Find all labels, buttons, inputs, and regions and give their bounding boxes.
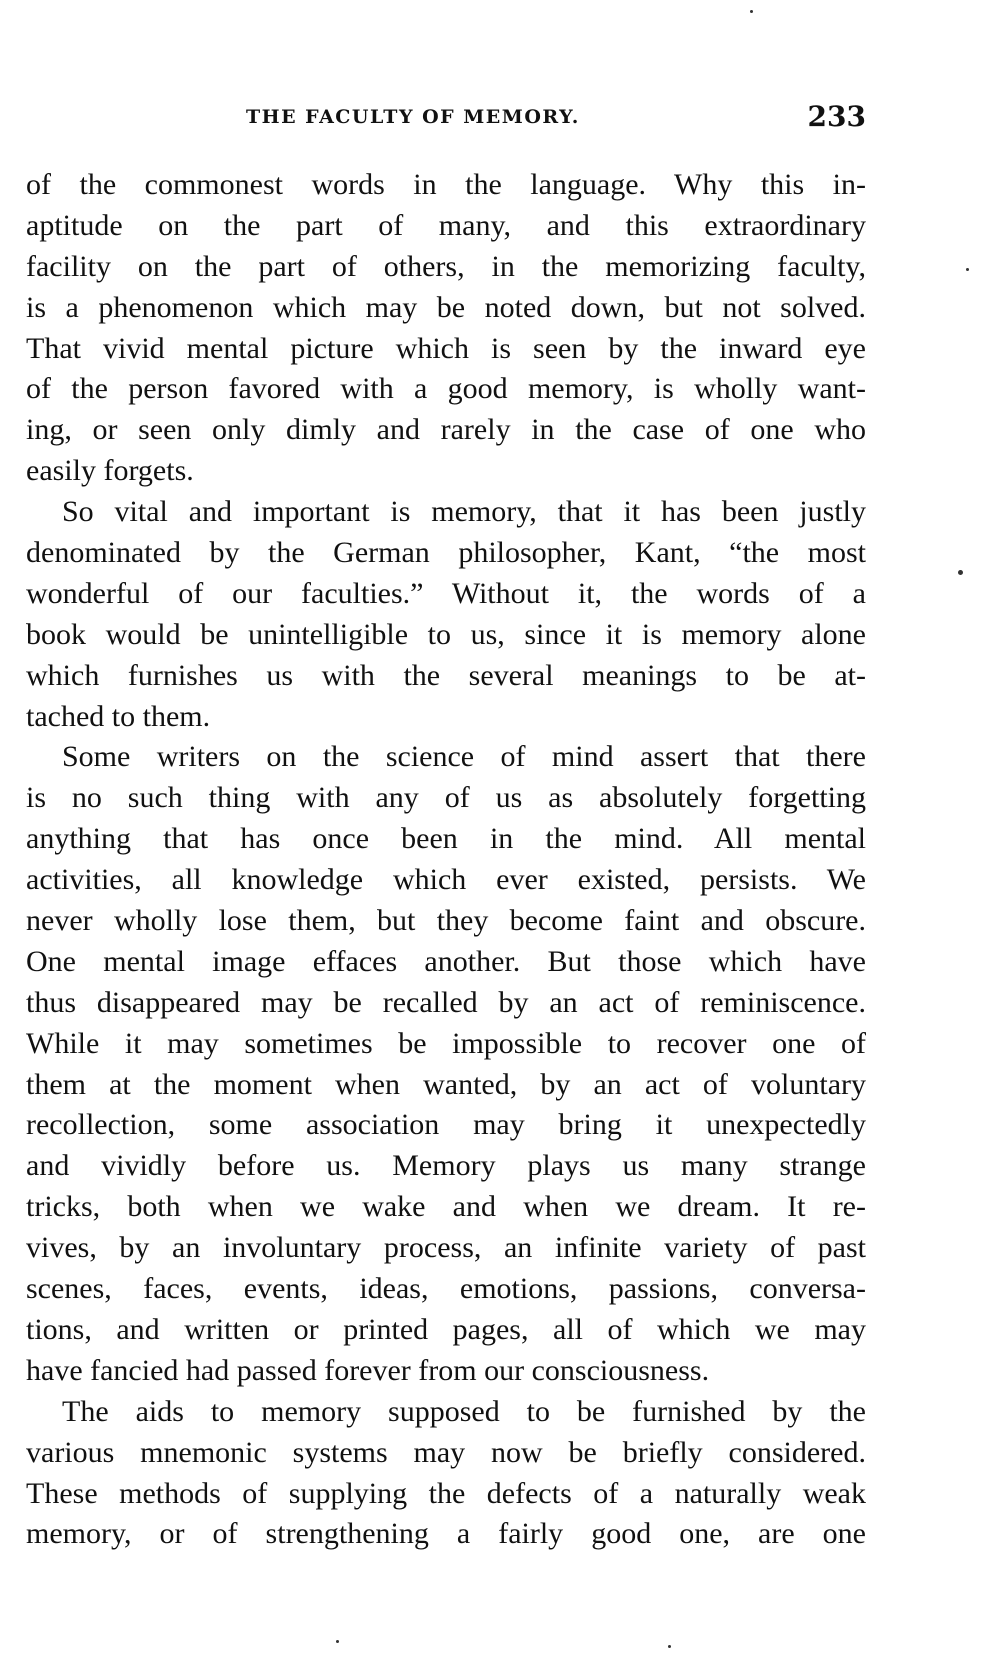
text-line: various mnemonic systems may now be briefly considered. (26, 1435, 866, 1469)
text-line: While it may sometimes be impossible to recover one of (26, 1026, 866, 1060)
text-line: book would be unintelligible to us, since it is memory alone (26, 617, 866, 651)
text-line: is no such thing with any of us as absolutely forgetting (26, 781, 866, 815)
scan-speck (958, 570, 963, 575)
text-line: facility on the part of others, in the memorizing faculty, (26, 249, 866, 283)
text-line: have fancied had passed forever from our consciousness. (26, 1353, 710, 1387)
paragraph (26, 492, 866, 737)
page-number: 233 (807, 100, 866, 133)
text-line: is a phenomenon which may be noted down, but not solved. (26, 290, 866, 324)
text-line: them at the moment when wanted, by an act of voluntary (26, 1067, 866, 1101)
text-line: tached to them. (26, 699, 211, 733)
text-line: The aids to memory supposed to be furnished by the (62, 1394, 866, 1428)
text-line: Some writers on the science of mind assert that there (62, 740, 866, 774)
text-line: So vital and important is memory, that it has been justly (62, 495, 866, 529)
text-line: thus disappeared may be recalled by an act of reminiscence. (26, 985, 866, 1019)
text-line: of the commonest words in the language. Why this in- (26, 168, 866, 201)
text-line: These methods of supplying the defects of a naturally weak (26, 1476, 866, 1510)
text-line: That vivid mental picture which is seen by the inward eye (26, 331, 866, 365)
text-line: activities, all knowledge which ever existed, persists. We (26, 863, 866, 897)
text-line: scenes, faces, events, ideas, emotions, passions, conversa- (26, 1272, 866, 1306)
text-line: anything that has once been in the mind. All mental (26, 822, 866, 856)
text-line: ing, or seen only dimly and rarely in the case of one who (26, 413, 866, 447)
text-line: tions, and written or printed pages, all of which we may (26, 1312, 866, 1346)
text-line: which furnishes us with the several meanings to be at- (26, 658, 866, 692)
text-line: denominated by the German philosopher, Kant, “the most (26, 536, 866, 570)
text-line: and vividly before us. Memory plays us many strange (26, 1149, 866, 1183)
text-line: aptitude on the part of many, and this extraordinary (26, 208, 866, 242)
text-line: of the person favored with a good memory, is wholly want- (26, 372, 866, 406)
scan-speck (668, 1645, 671, 1648)
text-line: One mental image effaces another. But those which have (26, 944, 866, 978)
page-body (26, 165, 866, 1555)
text-line: easily forgets. (26, 454, 194, 488)
text-line: vives, by an involuntary process, an infinite variety of past (26, 1231, 866, 1265)
scan-speck (750, 10, 753, 13)
paragraph (26, 737, 866, 1391)
text-line: never wholly lose them, but they become faint and obscure. (26, 904, 866, 938)
text-line: recollection, some association may bring it unexpectedly (26, 1108, 866, 1142)
text-line: memory, or of strengthening a fairly good one, are one (26, 1517, 866, 1551)
text-line: wonderful of our faculties.” Without it, the words of a (26, 576, 866, 610)
scan-speck (336, 1640, 339, 1643)
text-line: tricks, both when we wake and when we dream. It re- (26, 1190, 866, 1224)
running-title: THE FACULTY OF MEMORY. (246, 106, 580, 128)
scan-speck (966, 268, 969, 271)
paragraph (26, 165, 866, 492)
running-header (26, 100, 866, 140)
paragraph (26, 1392, 866, 1556)
